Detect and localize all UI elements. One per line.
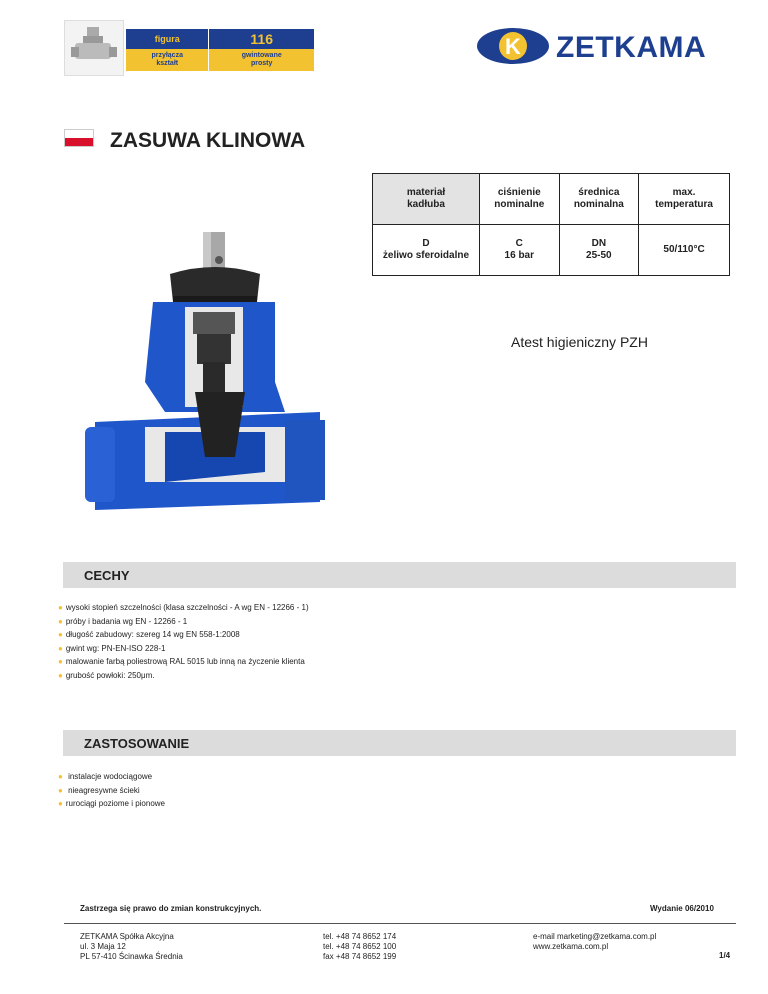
list-item-text: długość zabudowy: szereg 14 wg EN 558-1:2008 [65,630,240,639]
bullet-icon: ● [58,657,63,666]
features-title: CECHY [84,568,130,583]
bullet-icon: ● [58,630,63,639]
bullet-icon: ● [58,670,63,680]
list-item-text: rurociągi poziome i pionowe [65,799,166,808]
spec-value-text: 50/110°C [663,244,705,255]
specs-header-row [373,174,730,225]
specs-value-row [373,225,730,276]
list-item [58,797,165,811]
list-item [58,628,309,642]
figure-number: 116 [209,29,314,49]
connection-label-text: przyłącza kształt [151,52,183,67]
spec-header [639,174,730,225]
spec-value [639,225,730,276]
list-item-text: próby i badania wg EN - 12266 - 1 [65,616,188,626]
page-title: ZASUWA KLINOWA [110,129,306,152]
list-item-text: wysoki stopień szczelności (klasa szczelności - A wg EN - 12266 - 1) [65,603,309,612]
zetkama-logo-icon [476,27,550,65]
features-list [58,601,309,682]
application-list [58,770,165,811]
list-item [58,601,309,615]
bullet-icon: ● [58,643,63,653]
company-phones [323,932,396,962]
spec-header-text: średnica nominalna [573,187,624,210]
company-address [80,932,183,962]
logo-letter: K [505,34,521,59]
list-item-text: malowanie farbą poliestrową RAL 5015 lub inną na życzenie klienta [65,657,305,666]
spec-value [559,225,639,276]
address-line: ZETKAMA Spółka Akcyjna [80,932,174,941]
list-item [58,642,309,656]
phone-line: tel. +48 74 8652 100 [323,942,397,951]
figure-label: figura [126,29,209,49]
list-item [58,784,165,798]
spec-value-text: C 16 bar [504,238,535,261]
list-item-text: gwint wg: PN-EN-ISO 228-1 [65,643,166,653]
spec-value-text: D żeliwo sferoidalne [382,238,470,261]
connection-value [209,49,314,71]
product-thumbnail [64,20,124,76]
spec-value [373,225,480,276]
address-line: PL 57-410 Ścinawka Średnia [80,952,183,961]
list-item [58,770,165,784]
phone-line: fax +48 74 8652 199 [323,952,397,961]
list-item [58,655,309,669]
hygiene-certificate: Atest higieniczny PZH [511,334,648,350]
list-item-text: grubość powłoki: 250μm. [65,670,155,680]
list-item [58,669,309,683]
page-number: 1/4 [719,951,731,960]
bullet-icon: ● [58,799,63,808]
logo-text: ZETKAMA [556,31,707,64]
website-link[interactable]: www.zetkama.com.pl [533,942,609,951]
spec-header [480,174,560,225]
gate-valve-illustration [85,232,330,532]
footer-divider [64,923,736,924]
spec-value [480,225,560,276]
figure-badge [126,29,314,71]
spec-header-text: ciśnienie nominalne [494,187,545,210]
spec-header [559,174,639,225]
bullet-icon: ● [58,616,63,626]
spec-value-text: DN 25-50 [586,238,612,261]
list-item-text: nieagresywne ścieki [65,785,140,795]
spec-header-text: max. temperatura [655,187,713,210]
bullet-icon: ● [58,772,63,781]
spec-header [373,174,480,225]
list-item [58,615,309,629]
bullet-icon: ● [58,785,63,795]
polish-flag-icon [64,129,94,147]
email-link[interactable]: e-mail marketing@zetkama.com.pl [533,932,657,941]
connection-value-text: gwintowane prosty [241,52,282,67]
edition-label: Wydanie 06/2010 [650,904,714,913]
spec-header-text: materiał kadłuba [406,187,446,210]
specs-table [372,173,730,276]
features-bar [63,562,736,588]
rights-notice: Zastrzega się prawo do zmian konstrukcyjnych. [80,904,262,913]
list-item-text: instalacje wodociągowe [65,772,153,781]
address-line: ul. 3 Maja 12 [80,942,126,951]
bullet-icon: ● [58,603,63,612]
phone-line: tel. +48 74 8652 174 [323,932,397,941]
application-title: ZASTOSOWANIE [84,736,190,751]
connection-label [126,49,209,71]
company-contact [533,932,656,952]
